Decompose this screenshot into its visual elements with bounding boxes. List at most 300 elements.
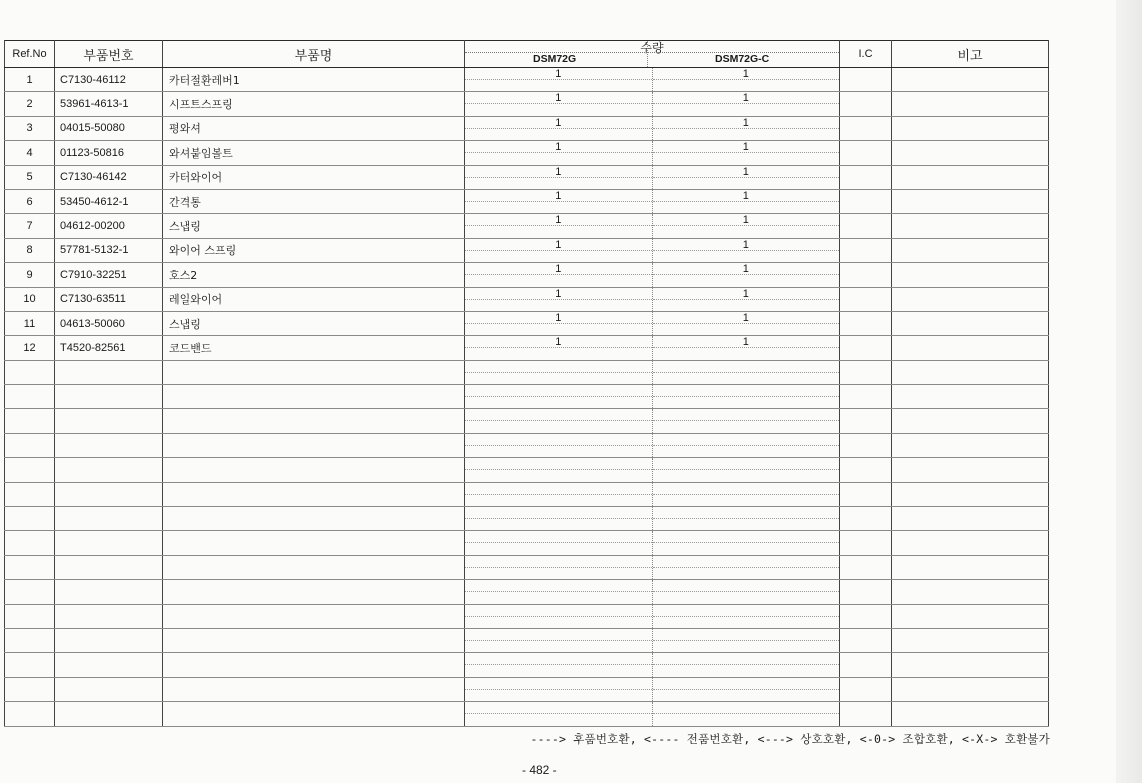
cell-qty-dsm72g-c — [653, 678, 840, 701]
cell-quantity — [465, 531, 840, 555]
table-row — [5, 385, 1049, 409]
cell-quantity — [465, 677, 840, 701]
cell-qty-dsm72g — [465, 556, 653, 579]
table-row — [5, 189, 1049, 213]
cell-part-number: C7910-32251 — [55, 263, 163, 287]
cell-ref-no: 8 — [5, 238, 55, 262]
cell-ic — [840, 531, 892, 555]
cell-ic — [840, 165, 892, 189]
cell-qty-dsm72g-c — [653, 385, 840, 408]
cell-part-number — [55, 580, 163, 604]
table-row — [5, 287, 1049, 311]
cell-ref-no — [5, 531, 55, 555]
cell-remarks — [892, 92, 1049, 116]
cell-part-name — [163, 628, 465, 652]
cell-quantity — [465, 287, 840, 311]
cell-ic — [840, 433, 892, 457]
cell-part-number — [55, 702, 163, 726]
cell-ic — [840, 189, 892, 213]
cell-quantity — [465, 263, 840, 287]
cell-part-name: 호스2 — [163, 263, 465, 287]
cell-ic — [840, 116, 892, 140]
cell-remarks — [892, 263, 1049, 287]
cell-qty-dsm72g-c — [653, 117, 840, 140]
cell-ref-no — [5, 409, 55, 433]
cell-remarks — [892, 702, 1049, 726]
qty-value: 1 — [555, 287, 562, 300]
table-row — [5, 165, 1049, 189]
qty-dotted-line — [465, 640, 652, 641]
page-edge-shadow — [1116, 0, 1142, 783]
cell-ref-no — [5, 677, 55, 701]
cell-qty-dsm72g-c — [653, 629, 840, 652]
cell-quantity — [465, 92, 840, 116]
cell-remarks — [892, 653, 1049, 677]
cell-qty-dsm72g-c — [653, 141, 840, 164]
cell-qty-dsm72g-c — [653, 190, 840, 213]
header-quantity — [465, 41, 840, 68]
qty-value: 1 — [742, 68, 749, 80]
qty-value: 1 — [742, 116, 749, 129]
cell-qty-dsm72g — [465, 483, 653, 506]
qty-dotted-line — [465, 445, 652, 446]
header-ref-no: Ref.No — [5, 41, 55, 68]
cell-qty-dsm72g — [465, 190, 653, 213]
cell-part-number: 53961-4613-1 — [55, 92, 163, 116]
qty-dotted-line — [465, 713, 652, 714]
cell-quantity — [465, 141, 840, 165]
cell-part-number: 53450-4612-1 — [55, 189, 163, 213]
cell-part-number: 01123-50816 — [55, 141, 163, 165]
cell-qty-dsm72g-c — [653, 409, 840, 432]
cell-quantity — [465, 507, 840, 531]
qty-dotted-line — [465, 518, 652, 519]
cell-qty-dsm72g-c — [653, 336, 840, 359]
cell-part-name: 코드밴드 — [163, 336, 465, 360]
cell-qty-dsm72g-c — [653, 263, 840, 286]
cell-part-name: 시프트스프링 — [163, 92, 465, 116]
cell-quantity — [465, 311, 840, 335]
cell-part-number — [55, 677, 163, 701]
cell-remarks — [892, 677, 1049, 701]
qty-dotted-line — [653, 542, 840, 543]
cell-part-number — [55, 555, 163, 579]
cell-qty-dsm72g-c — [653, 458, 840, 481]
table-row — [5, 482, 1049, 506]
cell-ic — [840, 702, 892, 726]
cell-quantity — [465, 458, 840, 482]
qty-dotted-line — [465, 689, 652, 690]
cell-ref-no: 7 — [5, 214, 55, 238]
cell-qty-dsm72g-c — [653, 580, 840, 603]
cell-ref-no — [5, 360, 55, 384]
cell-remarks — [892, 507, 1049, 531]
cell-qty-dsm72g — [465, 507, 653, 530]
header-quantity-split — [647, 41, 648, 67]
cell-quantity — [465, 702, 840, 726]
cell-part-name — [163, 702, 465, 726]
cell-qty-dsm72g-c — [653, 68, 840, 91]
cell-part-name: 카터와이어 — [163, 165, 465, 189]
cell-qty-dsm72g — [465, 263, 653, 286]
qty-dotted-line — [653, 494, 840, 495]
cell-part-name — [163, 433, 465, 457]
header-remarks: 비고 — [892, 41, 1049, 68]
cell-part-name — [163, 580, 465, 604]
cell-part-number — [55, 360, 163, 384]
cell-remarks — [892, 385, 1049, 409]
cell-quantity — [465, 580, 840, 604]
cell-part-name — [163, 482, 465, 506]
qty-dotted-line — [653, 372, 840, 373]
cell-part-name — [163, 385, 465, 409]
cell-quantity — [465, 214, 840, 238]
cell-remarks — [892, 360, 1049, 384]
cell-part-name — [163, 507, 465, 531]
cell-ref-no: 10 — [5, 287, 55, 311]
cell-remarks — [892, 482, 1049, 506]
cell-qty-dsm72g — [465, 580, 653, 603]
cell-ref-no: 11 — [5, 311, 55, 335]
cell-ref-no — [5, 702, 55, 726]
parts-table — [4, 40, 1049, 727]
cell-part-name — [163, 604, 465, 628]
cell-ic — [840, 507, 892, 531]
cell-remarks — [892, 214, 1049, 238]
qty-dotted-line — [653, 640, 840, 641]
table-row — [5, 336, 1049, 360]
cell-part-name: 와이어 스프링 — [163, 238, 465, 262]
cell-part-number: 57781-5132-1 — [55, 238, 163, 262]
cell-qty-dsm72g — [465, 629, 653, 652]
cell-ref-no — [5, 482, 55, 506]
cell-part-number — [55, 653, 163, 677]
qty-value: 1 — [555, 336, 562, 349]
cell-remarks — [892, 141, 1049, 165]
table-row — [5, 433, 1049, 457]
table-row — [5, 628, 1049, 652]
cell-quantity — [465, 604, 840, 628]
cell-ref-no — [5, 604, 55, 628]
qty-dotted-line — [653, 420, 840, 421]
cell-remarks — [892, 116, 1049, 140]
cell-part-name — [163, 409, 465, 433]
cell-part-number: 04612-00200 — [55, 214, 163, 238]
qty-dotted-line — [653, 469, 840, 470]
cell-qty-dsm72g-c — [653, 653, 840, 676]
cell-remarks — [892, 433, 1049, 457]
cell-remarks — [892, 189, 1049, 213]
cell-ic — [840, 628, 892, 652]
cell-ref-no: 9 — [5, 263, 55, 287]
cell-ref-no — [5, 555, 55, 579]
qty-dotted-line — [653, 567, 840, 568]
table-row — [5, 677, 1049, 701]
cell-qty-dsm72g-c — [653, 483, 840, 506]
qty-dotted-line — [465, 494, 652, 495]
header-model-dsm72g-c: DSM72G-C — [715, 53, 770, 65]
cell-part-name: 와셔붙임볼트 — [163, 141, 465, 165]
cell-qty-dsm72g — [465, 117, 653, 140]
cell-remarks — [892, 409, 1049, 433]
table-row — [5, 238, 1049, 262]
cell-ref-no — [5, 653, 55, 677]
qty-value: 1 — [555, 116, 562, 129]
qty-dotted-line — [653, 396, 840, 397]
qty-dotted-line — [465, 591, 652, 592]
cell-part-name — [163, 531, 465, 555]
table-row — [5, 68, 1049, 92]
cell-qty-dsm72g — [465, 702, 653, 725]
interchangeability-legend: ----> 후품번호환, <---- 전품번호환, <---> 상호호환, <-0-> 조합호환, <-X-> 호환불가 — [530, 732, 1050, 746]
cell-ic — [840, 555, 892, 579]
cell-qty-dsm72g — [465, 141, 653, 164]
cell-qty-dsm72g-c — [653, 166, 840, 189]
qty-value: 1 — [555, 141, 562, 154]
cell-qty-dsm72g-c — [653, 434, 840, 457]
cell-qty-dsm72g — [465, 288, 653, 311]
cell-part-name: 레일와이어 — [163, 287, 465, 311]
cell-ic — [840, 287, 892, 311]
qty-value: 1 — [555, 263, 562, 276]
qty-value: 1 — [742, 287, 749, 300]
qty-value: 1 — [742, 238, 749, 251]
cell-qty-dsm72g-c — [653, 92, 840, 115]
cell-qty-dsm72g-c — [653, 239, 840, 262]
qty-dotted-line — [653, 518, 840, 519]
qty-dotted-line — [465, 567, 652, 568]
cell-part-number: 04613-50060 — [55, 311, 163, 335]
table-row — [5, 360, 1049, 384]
cell-qty-dsm72g-c — [653, 531, 840, 554]
cell-ic — [840, 214, 892, 238]
qty-value: 1 — [555, 189, 562, 202]
cell-remarks — [892, 531, 1049, 555]
cell-part-number — [55, 433, 163, 457]
cell-qty-dsm72g — [465, 312, 653, 335]
cell-ref-no: 5 — [5, 165, 55, 189]
qty-dotted-line — [465, 396, 652, 397]
cell-ic — [840, 336, 892, 360]
cell-remarks — [892, 68, 1049, 92]
qty-dotted-line — [465, 372, 652, 373]
cell-remarks — [892, 311, 1049, 335]
table-header-row — [5, 41, 1049, 68]
table-row — [5, 141, 1049, 165]
cell-qty-dsm72g — [465, 336, 653, 359]
cell-qty-dsm72g-c — [653, 702, 840, 725]
table-row — [5, 409, 1049, 433]
cell-ic — [840, 311, 892, 335]
cell-qty-dsm72g — [465, 166, 653, 189]
cell-quantity — [465, 555, 840, 579]
header-ic: I.C — [840, 41, 892, 68]
cell-quantity — [465, 433, 840, 457]
cell-quantity — [465, 653, 840, 677]
cell-qty-dsm72g — [465, 434, 653, 457]
cell-qty-dsm72g-c — [653, 214, 840, 237]
qty-value: 1 — [742, 214, 749, 227]
cell-part-number: C7130-46142 — [55, 165, 163, 189]
cell-ref-no — [5, 433, 55, 457]
cell-qty-dsm72g — [465, 361, 653, 384]
table-row — [5, 580, 1049, 604]
cell-qty-dsm72g — [465, 678, 653, 701]
qty-dotted-line — [653, 591, 840, 592]
cell-quantity — [465, 628, 840, 652]
cell-part-number — [55, 531, 163, 555]
qty-dotted-line — [653, 445, 840, 446]
cell-ref-no — [5, 507, 55, 531]
cell-part-name — [163, 555, 465, 579]
cell-qty-dsm72g — [465, 214, 653, 237]
cell-part-number — [55, 409, 163, 433]
cell-quantity — [465, 409, 840, 433]
header-model-dsm72g: DSM72G — [533, 53, 577, 65]
qty-dotted-line — [465, 616, 652, 617]
cell-qty-dsm72g-c — [653, 312, 840, 335]
qty-dotted-line — [465, 420, 652, 421]
cell-part-number: T4520-82561 — [55, 336, 163, 360]
cell-ref-no: 3 — [5, 116, 55, 140]
cell-part-name: 스냅링 — [163, 311, 465, 335]
cell-qty-dsm72g — [465, 68, 653, 91]
cell-quantity — [465, 336, 840, 360]
header-quantity-divider — [465, 52, 839, 53]
cell-part-number: 04015-50080 — [55, 116, 163, 140]
cell-ic — [840, 238, 892, 262]
cell-ref-no: 2 — [5, 92, 55, 116]
cell-remarks — [892, 555, 1049, 579]
cell-qty-dsm72g — [465, 653, 653, 676]
qty-value: 1 — [555, 311, 562, 324]
qty-dotted-line — [653, 616, 840, 617]
table-row — [5, 555, 1049, 579]
cell-part-number — [55, 604, 163, 628]
cell-part-name: 평와셔 — [163, 116, 465, 140]
qty-value: 1 — [555, 92, 562, 105]
cell-ref-no — [5, 458, 55, 482]
cell-ic — [840, 385, 892, 409]
cell-ic — [840, 263, 892, 287]
header-part-number: 부품번호 — [55, 41, 163, 68]
cell-qty-dsm72g-c — [653, 507, 840, 530]
table-row — [5, 531, 1049, 555]
qty-dotted-line — [653, 713, 840, 714]
cell-qty-dsm72g — [465, 92, 653, 115]
cell-part-number: C7130-46112 — [55, 68, 163, 92]
cell-ref-no — [5, 385, 55, 409]
cell-part-number — [55, 628, 163, 652]
qty-dotted-line — [465, 469, 652, 470]
table-row — [5, 458, 1049, 482]
cell-qty-dsm72g — [465, 385, 653, 408]
header-quantity-title: 수량 — [640, 41, 664, 55]
table-body — [5, 68, 1049, 727]
qty-value: 1 — [555, 214, 562, 227]
cell-qty-dsm72g — [465, 409, 653, 432]
cell-remarks — [892, 336, 1049, 360]
cell-quantity — [465, 165, 840, 189]
cell-part-name — [163, 653, 465, 677]
cell-quantity — [465, 68, 840, 92]
cell-ref-no — [5, 580, 55, 604]
cell-ic — [840, 677, 892, 701]
cell-ic — [840, 409, 892, 433]
cell-remarks — [892, 580, 1049, 604]
cell-quantity — [465, 189, 840, 213]
table-row — [5, 604, 1049, 628]
cell-qty-dsm72g-c — [653, 556, 840, 579]
qty-dotted-line — [653, 664, 840, 665]
cell-ic — [840, 458, 892, 482]
cell-part-number — [55, 482, 163, 506]
qty-value: 1 — [742, 141, 749, 154]
qty-value: 1 — [742, 189, 749, 202]
cell-part-number — [55, 507, 163, 531]
table-row — [5, 311, 1049, 335]
cell-part-name — [163, 677, 465, 701]
cell-ref-no: 12 — [5, 336, 55, 360]
cell-part-name: 간격통 — [163, 189, 465, 213]
qty-value: 1 — [742, 311, 749, 324]
cell-remarks — [892, 165, 1049, 189]
table-row — [5, 116, 1049, 140]
cell-ic — [840, 482, 892, 506]
cell-part-number: C7130-63511 — [55, 287, 163, 311]
cell-qty-dsm72g — [465, 531, 653, 554]
cell-ref-no — [5, 628, 55, 652]
qty-dotted-line — [465, 542, 652, 543]
cell-quantity — [465, 116, 840, 140]
cell-qty-dsm72g — [465, 458, 653, 481]
cell-quantity — [465, 482, 840, 506]
cell-remarks — [892, 287, 1049, 311]
table-row — [5, 507, 1049, 531]
cell-ref-no: 6 — [5, 189, 55, 213]
cell-part-number — [55, 458, 163, 482]
cell-part-name — [163, 458, 465, 482]
cell-part-name: 스냅링 — [163, 214, 465, 238]
table-row — [5, 92, 1049, 116]
cell-ic — [840, 653, 892, 677]
cell-remarks — [892, 604, 1049, 628]
qty-value: 1 — [555, 68, 562, 80]
qty-value: 1 — [742, 263, 749, 276]
cell-ic — [840, 92, 892, 116]
table-row — [5, 702, 1049, 726]
cell-quantity — [465, 238, 840, 262]
cell-remarks — [892, 628, 1049, 652]
cell-quantity — [465, 385, 840, 409]
cell-quantity — [465, 360, 840, 384]
table-row — [5, 214, 1049, 238]
cell-ic — [840, 360, 892, 384]
cell-qty-dsm72g — [465, 605, 653, 628]
cell-qty-dsm72g — [465, 239, 653, 262]
cell-remarks — [892, 238, 1049, 262]
table-row — [5, 653, 1049, 677]
qty-value: 1 — [555, 238, 562, 251]
cell-part-name: 카터절환레버1 — [163, 68, 465, 92]
cell-ic — [840, 68, 892, 92]
cell-ref-no: 1 — [5, 68, 55, 92]
qty-value: 1 — [742, 336, 749, 349]
table-row — [5, 263, 1049, 287]
qty-dotted-line — [653, 689, 840, 690]
qty-value: 1 — [555, 165, 562, 178]
cell-qty-dsm72g-c — [653, 288, 840, 311]
